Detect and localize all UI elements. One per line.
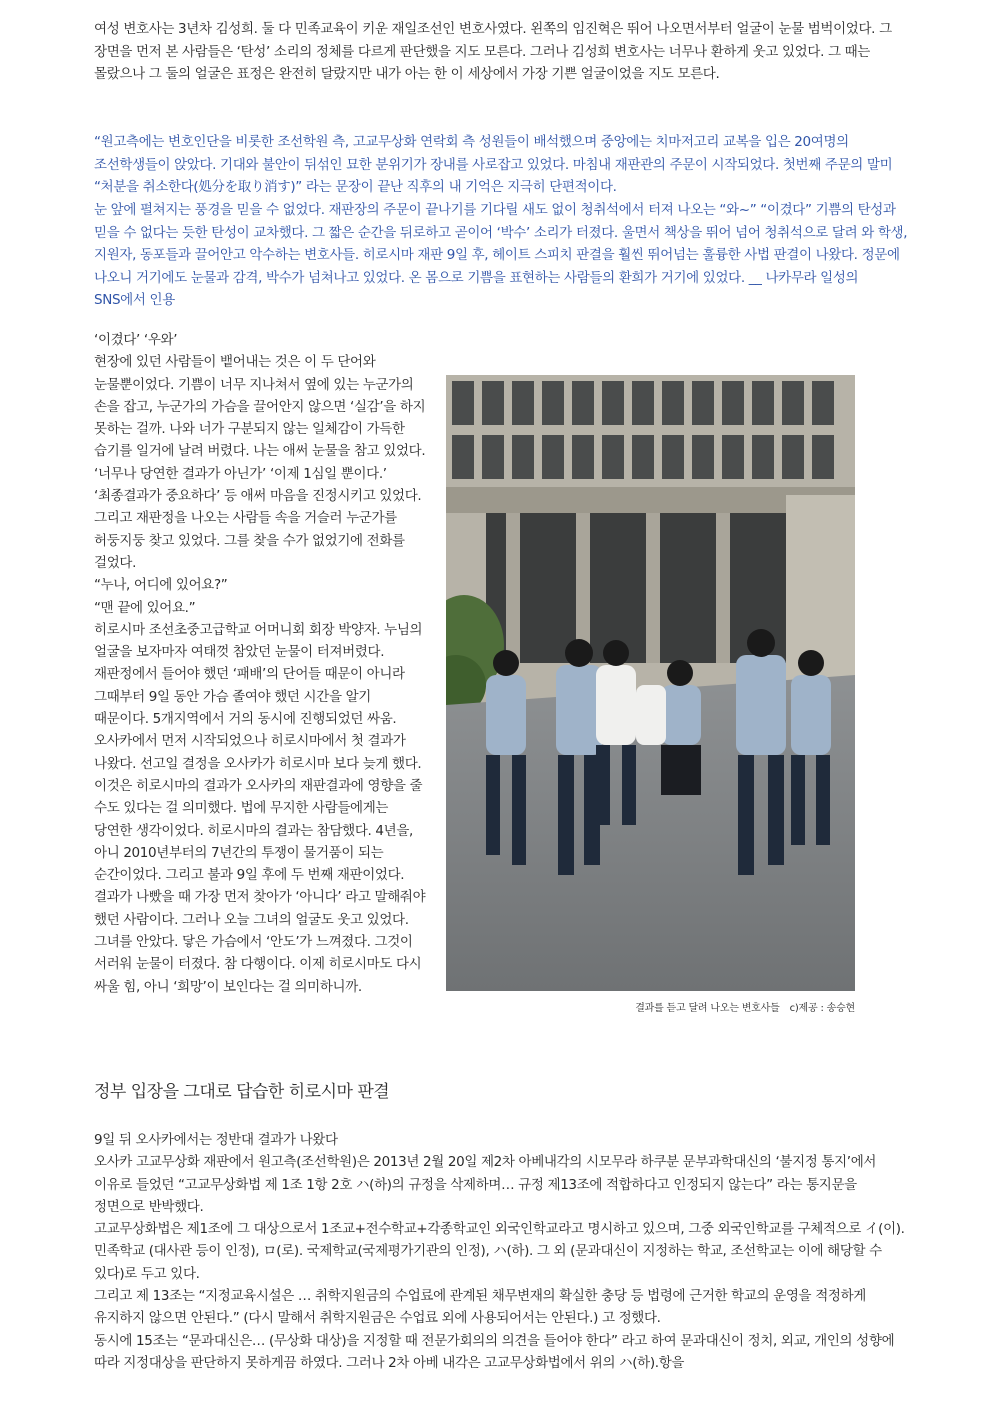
body-paragraph: 고교무상화법은 제1조에 그 대상으로서 1조교+전수학교+각종학교인 외국인학교라고 명시하고 있으며, 그중 외국인학교를 구체적으로 イ(이). 민족학교 (대사관 등이 인정), ロ(로). 국제학교(국제평가기관의 인정), ハ(하). 그 외 (문과대신이 지정하는 학교, 조선학교는 이에 해당할 수 있다)로 두고 있다. [94,1221,905,1282]
bottom-body-text [94,1129,908,1374]
caption-text: 결과를 듣고 달려 나오는 변호사들 [635,1003,780,1014]
photo-illustration [446,375,855,991]
intro-paragraph: 여성 변호사는 3년차 김성희. 둘 다 민족교육이 키운 재일조선인 변호사였다. 왼쪽의 임진혁은 뛰어 나오면서부터 얼굴이 눈물 범벅이었다. 그 장면을 먼저 본 사람들은 ‘탄성’ 소리의 정체를 다르게 판단했을 지도 모른다. 그러나 김성희 변호사는 너무나 환하게 웃고 있었다. 그 때는 몰랐으나 그 둘의 얼굴은 표정은 완전히 달랐지만 내가 아는 한 이 세상에서 가장 기쁜 얼굴이었을 지도 모른다. [94,21,892,82]
left-column-text [94,329,426,998]
column-paragraph: 현장에 있던 사람들이 뱉어내는 것은 이 두 단어와 눈물뿐이었다. 기쁨이 너무 지나쳐서 옆에 있는 누군가의 손을 잡고, 누군가의 가슴을 끌어안지 않으면 ‘실감’을 하지 못하는 걸까. 나와 너가 구분되지 않는 일체감이 가득한 습기를 일거에 날려 버렸다. 나는 애써 눈물을 참고 있었다. ‘너무나 당연한 결과가 아닌가’ ‘이제 1심일 뿐이다.’ ‘최종결과가 중요하다’ 등 애써 마음을 진정시키고 있었다. 그리고 재판정을 나오는 사람들 속을 거슬러 누군가를 허둥지둥 찾고 있었다. 그를 찾을 수가 없었기에 전화를 걸었다. [94,354,426,571]
column-line: ‘이겼다’ ‘우와’ [94,332,178,348]
quote-paragraph-2: 눈 앞에 펼쳐지는 풍경을 믿을 수 없었다. 재판장의 주문이 끝나기를 기다릴 새도 없이 청취석에서 터져 나오는 “와~” “이겼다” 기쁨의 탄성과 믿을 수 없다는 듯한 탄성이 교차했다. 그 짧은 순간을 뒤로하고 곧이어 ‘박수’ 소리가 터졌다. 울면서 책상을 뛰어 넘어 청취석으로 달려 와 학생, 지원자, 동포들과 끌어안고 악수하는 변호사들. 히로시마 재판 9일 후, 헤이트 스피치 판결을 훨씬 뛰어넘는 훌륭한 사법 판결이 나왔다. 정문에 나오니 거기에도 눈물과 감격, 박수가 넘쳐나고 있었다. 온 몸으로 기쁨을 표현하는 사람들의 환희가 거기에 있었다. __ 나카무라 일성의 SNS에서 인용 [94,202,908,308]
lawyers-running-photo [446,375,855,991]
section-heading: 정부 입장을 그대로 답습한 히로시마 판결 [94,1082,390,1102]
quote-paragraph-1: “원고측에는 변호인단을 비롯한 조선학원 측, 고교무상화 연락회 측 성원들이 배석했으며 중앙에는 치마저고리 교복을 입은 20여명의 조선학생들이 앉았다. 기대와 불안이 뒤섞인 묘한 분위기가 장내를 사로잡고 있었다. 마침내 재판관의 주문이 시작되었다. 첫번째 주문의 말미 “처분을 취소한다(処分を取り消す)” 라는 문장이 끝난 직후의 내 기억은 지극히 단편적이다. [94,134,893,195]
column-line: “맨 끝에 있어요.” [94,599,196,616]
body-paragraph: 그리고 제 13조는 “지정교육시설은 … 취학지원금의 수업료에 관계된 채무변재의 확실한 충당 등 법령에 근거한 학교의 운영을 적정하게 유지하지 않으면 안된다.” (다시 말해서 취학지원금은 수업료 외에 사용되어서는 안된다.) 고 정했다. [94,1288,866,1327]
column-paragraph: 히로시마 조선초중고급학교 어머니회 회장 박양자. 누님의 얼굴을 보자마자 여태껏 참았던 눈물이 터져버렸다. 재판정에서 들어야 했던 ‘패배’의 단어들 때문이 아니라 그때부터 9일 동안 가슴 졸여야 했던 시간을 알기 때문이다. 5개지역에서 거의 동시에 진행되었던 싸움. 오사카에서 먼저 시작되었으나 히로시마에서 첫 결과가 나왔다. 선고일 결정을 오사카가 히로시마 보다 늦게 했다. 이것은 히로시마의 결과가 오사카의 재판결과에 영향을 줄 수도 있다는 걸 의미했다. 법에 무지한 사람들에게는 당연한 생각이었다. 히로시마의 결과는 참담했다. 4년을, 아니 2010년부터의 7년간의 투쟁이 물거품이 되는 순간이었다. 그리고 불과 9일 후에 두 번째 재판이었다. 결과가 나빴을 때 가장 먼저 찾아가 ‘아니다’ 라고 말해줘야 했던 사람이다. 그러나 오늘 그녀의 얼굴도 웃고 있었다. 그녀를 안았다. 닿은 가슴에서 ‘안도’가 느껴졌다. 그것이 서러워 눈물이 터졌다. 참 다행이다. 이제 히로시마도 다시 싸울 힘, 아니 ‘희망’이 보인다는 걸 의미하니까. [94,621,426,995]
photo-caption [446,999,855,1014]
body-line: 9일 뒤 오사카에서는 정반대 결과가 나왔다 [94,1132,338,1148]
column-line: “누나, 어디에 있어요?” [94,577,228,594]
body-paragraph: 오사카 고교무상화 재판에서 원고측(조선학원)은 2013년 2월 20일 제2차 아베내각의 시모무라 하쿠분 문부과학대신의 ‘불지정 통지’에서 이유로 들었던 “고교무상화법 제 1조 1항 2호 ハ(하)의 규정을 삭제하며… 규정 제13조에 적합하다고 인정되지 않는다” 라는 통지문을 정면으로 반박했다. [94,1154,877,1215]
body-paragraph: 동시에 15조는 “문과대신은… (무상화 대상)을 지정할 때 전문가회의의 의견을 들어야 한다” 라고 하여 문과대신이 정치, 외교, 개인의 성향에 따라 지정대상을 판단하지 못하게끔 하였다. 그러나 2차 아베 내각은 고교무상화법에서 위의 ハ(하).항을 [94,1332,895,1371]
photo-credit: c)제공 : 송승현 [789,1003,855,1014]
